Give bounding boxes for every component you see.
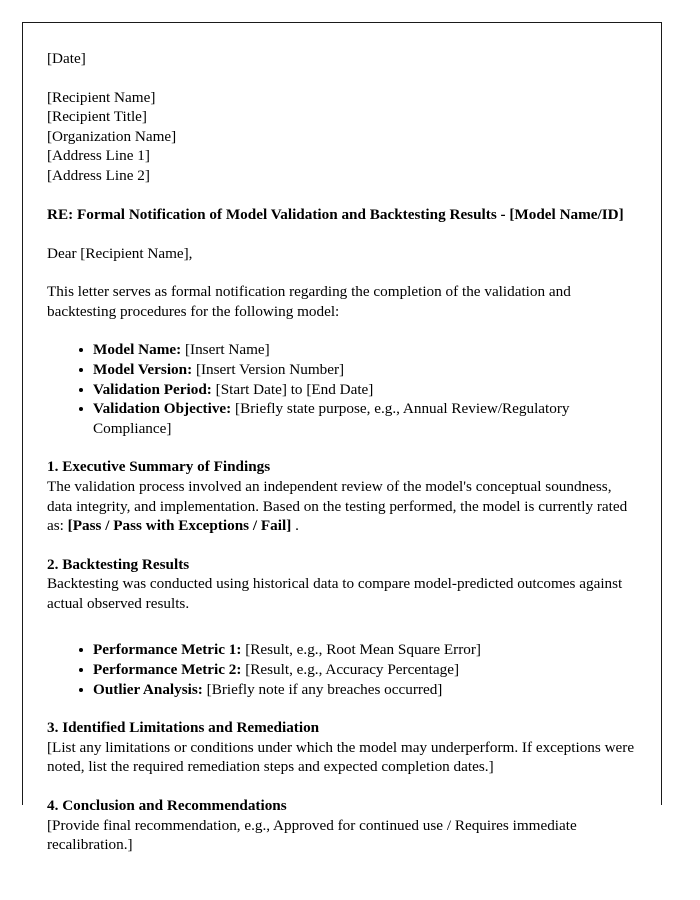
spacer [47,632,637,640]
document-body [47,49,637,874]
performance-metric-1-value: [Result, e.g., Root Mean Square Error] [245,641,481,659]
section-4-body: [Provide final recommendation, e.g., Approved for continued use / Requires immediate recalibration.] [47,816,577,854]
section-1-body [47,477,637,536]
model-version-label: Model Version: [93,360,196,378]
address-line-2: [Address Line 2] [47,166,150,184]
organization-name-line: [Organization Name] [47,127,177,145]
recipient-title-line: [Recipient Title] [47,108,147,126]
validation-period-label: Validation Period: [93,380,216,398]
section-4-heading: 4. Conclusion and Recommendations [47,797,287,815]
salutation: Dear [Recipient Name], [47,244,193,262]
section-2-heading: 2. Backtesting Results [47,555,190,573]
model-name-label: Model Name: [93,341,185,359]
section-3-body: [List any limitations or conditions under which the model may underperform. If exceptions were noted, list the required remediation steps and expected completion dates.] [47,738,635,776]
list-item [93,680,637,700]
subject-line: RE: Formal Notification of Model Validation and Backtesting Results - [Model Name/ID] [47,205,624,223]
backtesting-metrics-list [47,640,637,699]
section-1-heading: 1. Executive Summary of Findings [47,458,271,476]
recipient-address-block [47,88,637,186]
section-1-body-text: The validation process involved an independent review of the model's conceptual soundness, data integrity, and implementation. Based on the testing performed, the model is currently rated as: [47,477,628,535]
validation-objective-label: Validation Objective: [93,400,236,418]
list-item [93,640,637,660]
outlier-analysis-value: [Briefly note if any breaches occurred] [206,680,443,698]
section-3-heading: 3. Identified Limitations and Remediation [47,719,320,737]
performance-metric-2-value: [Result, e.g., Accuracy Percentage] [245,661,459,679]
document-page [22,22,662,854]
date-placeholder: [Date] [47,50,86,67]
section-1-body-tail: . [295,517,299,535]
validation-objective-value: [Briefly state purpose, e.g., Annual Review/Regulatory Compliance] [93,400,570,437]
model-version-value: [Insert Version Number] [195,360,345,378]
list-item [93,399,637,438]
outlier-analysis-label: Outlier Analysis: [93,680,207,698]
model-rating-placeholder: [Pass / Pass with Exceptions / Fail] [67,517,296,535]
model-name-value: [Insert Name] [184,341,270,359]
intro-paragraph: This letter serves as formal notification regarding the completion of the validation and backtesting procedures for the following model: [47,283,571,320]
validation-period-value: [Start Date] to [End Date] [215,380,374,398]
list-item [93,380,637,400]
performance-metric-2-label: Performance Metric 2: [93,661,246,679]
list-item [93,660,637,680]
model-details-list [47,340,637,438]
address-line-1: [Address Line 1] [47,147,150,165]
list-item [93,360,637,380]
performance-metric-1-label: Performance Metric 1: [93,641,246,659]
section-2-body: Backtesting was conducted using historical data to compare model-predicted outcomes against actual observed results. [47,575,623,612]
list-item [93,340,637,360]
recipient-name-line: [Recipient Name] [47,88,156,106]
